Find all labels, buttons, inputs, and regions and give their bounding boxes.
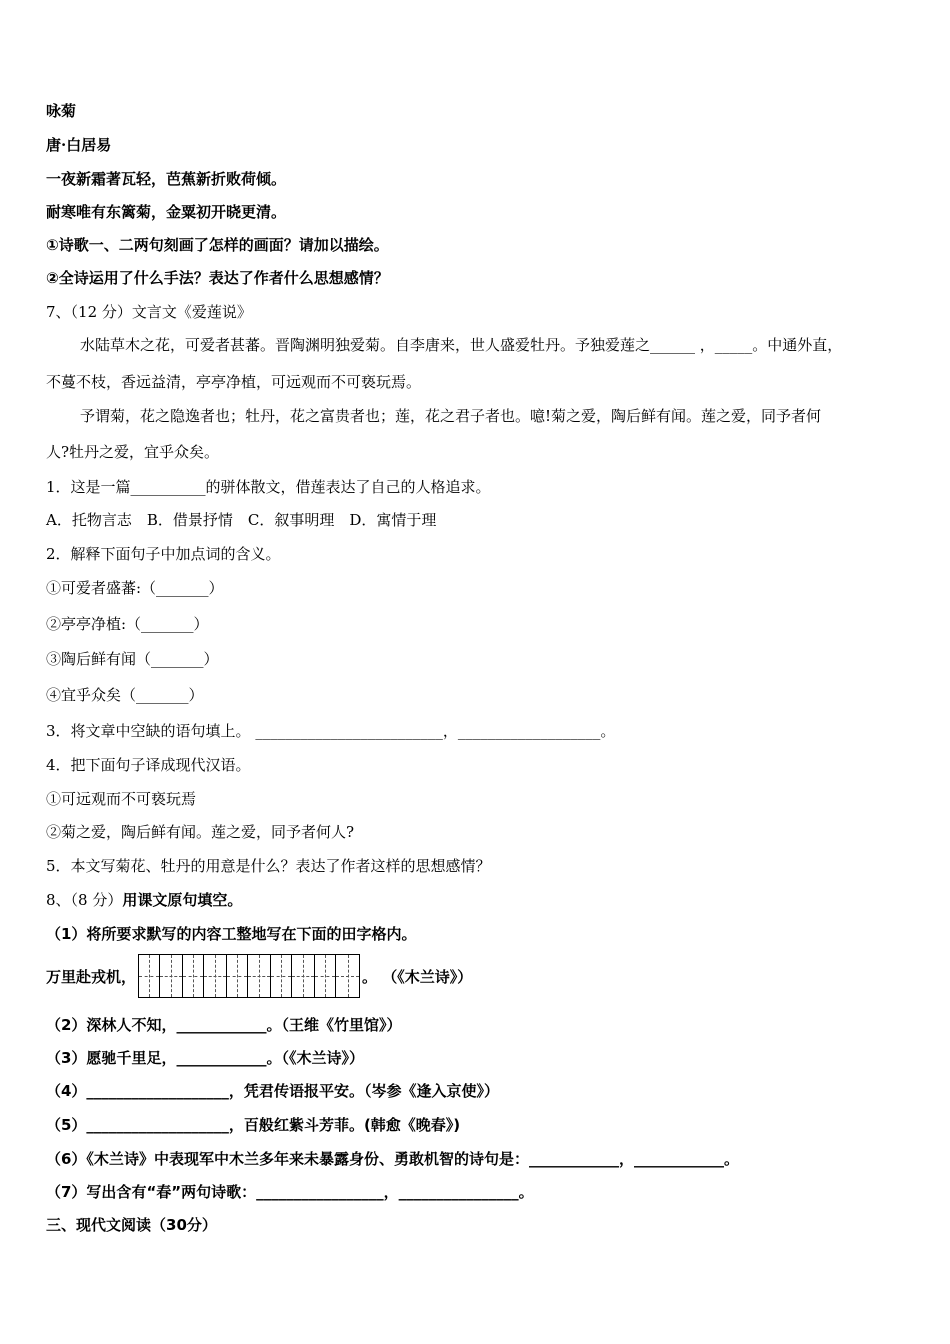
q7-para2-line2: 人?牡丹之爱，宜乎众矣。: [46, 443, 220, 461]
poem-line-1: 一夜新霜著瓦轻，芭蕉新折败荷倾。: [46, 170, 287, 188]
poem-question-1: ①诗歌一、二两句刻画了怎样的画面？请加以描绘。: [46, 236, 389, 254]
grid-cell[interactable]: [248, 955, 271, 997]
q7-sub2-d: ④宜乎众矣（_______）: [46, 686, 204, 704]
grid-cell[interactable]: [160, 955, 183, 997]
section-3-heading: 三、现代文阅读（30分）: [46, 1216, 217, 1234]
q7-sub1-options: A．托物言志 B．借景抒情 C．叙事明理 D．寓情于理: [46, 511, 437, 529]
grid-cell[interactable]: [292, 955, 315, 997]
q8-part6: （6）《木兰诗》中表现军中木兰多年来未暴露身份、勇敢机智的诗句是：____________，____________。: [46, 1150, 739, 1168]
q8-grid-row: [46, 953, 472, 999]
tianzige-grid[interactable]: [138, 954, 360, 998]
grid-cell[interactable]: [183, 955, 204, 997]
q8-part1: （1）将所要求默写的内容工整地写在下面的田字格内。: [46, 925, 417, 943]
grid-cell[interactable]: [336, 955, 359, 997]
q7-sub4-a: ①可远观而不可亵玩焉: [46, 790, 197, 808]
q7-sub2-c: ③陶后鲜有闻（_______）: [46, 650, 219, 668]
q8-part3: （3）愿驰千里足，____________。（《木兰诗》）: [46, 1049, 364, 1067]
poem-line-2: 耐寒唯有东篱菊，金粟初开晓更清。: [46, 203, 287, 221]
q7-sub1: 1．这是一篇__________的骈体散文，借莲表达了自己的人格追求。: [46, 478, 491, 496]
q8-part7: （7）写出含有“春”两句诗歌：_________________，________________。: [46, 1183, 534, 1201]
q7-para1-line1: 水陆草木之花，可爱者甚蕃。晋陶渊明独爱菊。自李唐来，世人盛爱牡丹。予独爱莲之______ ，_____。中通外直，: [80, 336, 843, 354]
q7-sub4-b: ②菊之爱，陶后鲜有闻。莲之爱，同予者何人?: [46, 823, 355, 841]
grid-cell[interactable]: [315, 955, 336, 997]
q7-header: 7、（12 分）文言文《爱莲说》: [46, 303, 252, 321]
q7-sub2-a: ①可爱者盛蕃:（_______）: [46, 579, 224, 597]
grid-cell[interactable]: [271, 955, 292, 997]
grid-cell[interactable]: [204, 955, 227, 997]
grid-suffix: 。 （《木兰诗》）: [362, 967, 473, 986]
q7-sub2-b: ②亭亭净植:（_______）: [46, 615, 209, 633]
q7-sub3: 3．将文章中空缺的语句填上。 _________________________，___________________。: [46, 722, 616, 740]
grid-prefix: 万里赴戎机，: [46, 967, 137, 986]
q8-header: [46, 890, 242, 910]
q7-para1-line2: 不蔓不枝，香远益清，亭亭净植，可远观而不可亵玩焉。: [46, 373, 422, 391]
q8-part4: （4）___________________，凭君传语报平安。（岑参《逢入京使》）: [46, 1082, 499, 1100]
poem-question-2: ②全诗运用了什么手法？表达了作者什么思想感情？: [46, 269, 389, 287]
q8-part5: （5）___________________，百般红紫斗芳菲。(韩愈《晚春》): [46, 1116, 461, 1134]
q7-sub5: 5．本文写菊花、牡丹的用意是什么？表达了作者这样的思想感情？: [46, 857, 491, 875]
grid-cell[interactable]: [139, 955, 160, 997]
q8-header-text: 用课文原句填空。: [122, 891, 243, 909]
poem-author: 唐·白居易: [46, 136, 112, 154]
q7-sub4: 4．把下面句子译成现代汉语。: [46, 756, 251, 774]
q8-header-num: 8、（8 分）: [46, 891, 123, 909]
q7-sub2: 2．解释下面句子中加点词的含义。: [46, 545, 281, 563]
q7-para2-line1: 予谓菊，花之隐逸者也；牡丹，花之富贵者也；莲，花之君子者也。噫!菊之爱，陶后鲜有闻。莲之爱，同予者何: [80, 407, 822, 425]
q8-part2: （2）深林人不知，____________。（王维《竹里馆》）: [46, 1016, 402, 1034]
poem-title: 咏菊: [46, 102, 77, 120]
grid-cell[interactable]: [227, 955, 248, 997]
